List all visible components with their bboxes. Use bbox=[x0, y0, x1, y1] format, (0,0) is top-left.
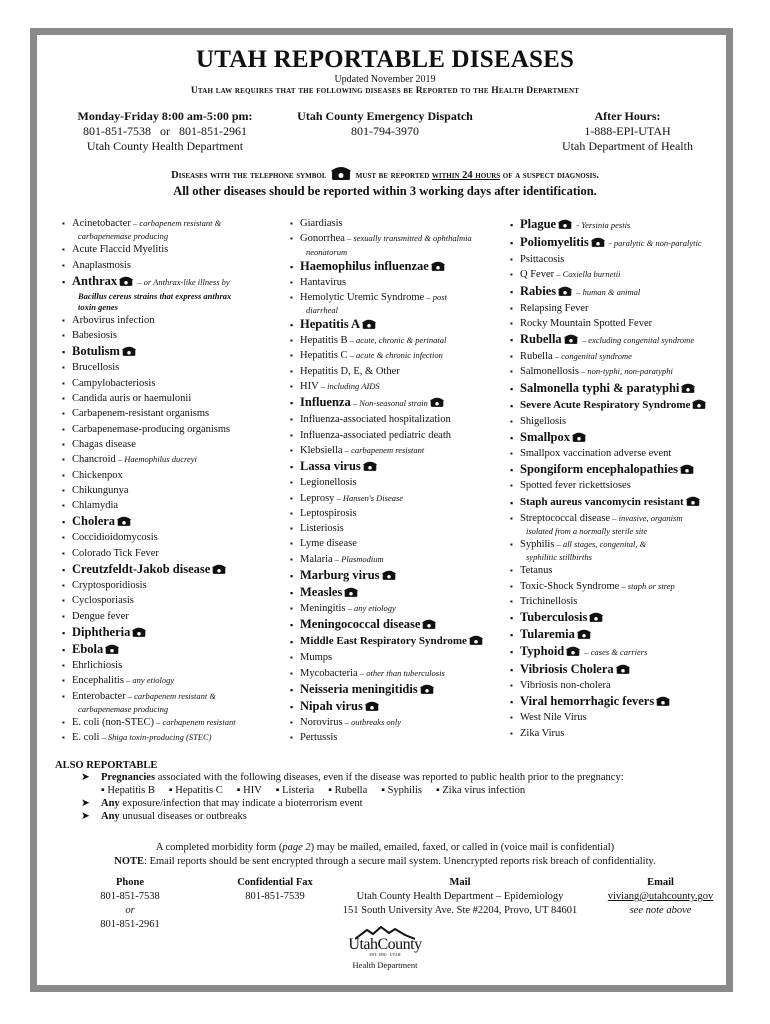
disease-name: Acinetobacter bbox=[72, 218, 131, 229]
disease-item bbox=[290, 258, 505, 275]
disease-note-continued: diarrheal bbox=[306, 305, 338, 316]
contact-email: Email viviang@utahcounty.gov see note above bbox=[598, 876, 723, 918]
disease-item bbox=[290, 428, 505, 443]
disease-note: - Yersinia pestis bbox=[574, 220, 631, 230]
disease-name: Influenza-associated pediatric death bbox=[300, 429, 452, 441]
disease-name: Cryptosporidiosis bbox=[72, 580, 147, 592]
disease-name: Enterobacter bbox=[72, 690, 126, 702]
disease-name: Brucellosis bbox=[72, 362, 120, 374]
disease-item bbox=[62, 561, 287, 578]
disease-note: – carbapenem resistant bbox=[342, 444, 425, 455]
disease-note: – other than tuberculosis bbox=[357, 667, 445, 678]
disease-name: Mycobacteria bbox=[300, 667, 358, 679]
disease-item bbox=[290, 443, 505, 458]
email-link[interactable]: viviang@utahcounty.gov bbox=[607, 891, 714, 902]
disease-note-continued: Bacillus cereus strains that express anthrax bbox=[78, 290, 232, 301]
disease-name: Arbovirus infection bbox=[72, 314, 155, 326]
disease-item bbox=[62, 483, 287, 498]
disease-name: Rabies bbox=[520, 283, 557, 298]
disease-note: – any etiology bbox=[123, 675, 175, 686]
disease-name: Chancroid bbox=[72, 454, 116, 466]
telephone-icon bbox=[589, 612, 603, 622]
disease-item bbox=[62, 715, 287, 730]
disease-item bbox=[510, 349, 730, 364]
disease-name: Typhoid bbox=[520, 644, 565, 659]
contact-phone: Phone 801-851-7538 or 801-851-2961 bbox=[100, 877, 160, 930]
disease-item bbox=[290, 715, 505, 730]
disease-item bbox=[510, 478, 730, 493]
telephone-icon bbox=[212, 564, 226, 574]
disease-name: Listeriosis bbox=[300, 523, 344, 535]
disease-item bbox=[290, 730, 505, 745]
weekday-hours: Monday-Friday 8:00 am-5:00 pm: 801-851-7538 or 801-851-2961 Utah County Health Department bbox=[77, 109, 253, 153]
disease-item bbox=[510, 693, 730, 710]
pregnancy-disease: ▪ HIV bbox=[236, 785, 262, 796]
disease-note-continued: isolated from a normally sterile site bbox=[526, 525, 648, 536]
disease-item bbox=[62, 530, 287, 545]
disease-name: Marburg virus bbox=[300, 568, 380, 583]
disease-name: Psittacosis bbox=[520, 254, 565, 265]
disease-item bbox=[62, 360, 287, 375]
disease-name: Severe Acute Respiratory Syndrome bbox=[520, 398, 691, 411]
disease-note: – or Anthrax-like illness by bbox=[135, 276, 230, 287]
disease-item bbox=[510, 316, 730, 331]
disease-item bbox=[510, 380, 730, 397]
disease-item bbox=[290, 364, 505, 379]
disease-item bbox=[62, 689, 287, 715]
disease-note: – Coxiella burnetii bbox=[554, 269, 621, 280]
disease-name: Smallpox vaccination adverse event bbox=[520, 448, 672, 460]
page-title: UTAH REPORTABLE DISEASES bbox=[195, 46, 575, 73]
after-hours: After Hours: 1-888-EPI-UTAH Utah Department of Health bbox=[562, 109, 693, 153]
disease-item bbox=[290, 633, 505, 650]
disease-name: Campylobacteriosis bbox=[72, 377, 156, 389]
disease-name: Anaplasmosis bbox=[72, 259, 131, 271]
disease-name: Colorado Tick Fever bbox=[72, 547, 159, 559]
disease-item bbox=[510, 234, 730, 252]
disease-name: Tuberculosis bbox=[520, 610, 588, 625]
disease-note: – carbapenem resistant bbox=[153, 716, 236, 727]
disease-item bbox=[290, 567, 505, 584]
telephone-instruction: Diseases with the telephone symbol must be reported within 24 hours of a suspect diagnosis. bbox=[0, 166, 770, 181]
disease-name: Vibriosis Cholera bbox=[520, 662, 614, 677]
disease-item bbox=[62, 376, 287, 391]
disease-item bbox=[62, 452, 287, 467]
disease-name: Middle East Respiratory Syndrome bbox=[300, 635, 467, 648]
contact-mail: Mail Utah County Health Department – Epidemiology 151 South University Ave. Ste #2204, Provo, UT 84601 bbox=[342, 877, 578, 916]
disease-item bbox=[290, 552, 505, 567]
disease-column-2 bbox=[290, 216, 505, 746]
telephone-icon bbox=[132, 627, 146, 637]
telephone-icon bbox=[117, 516, 131, 526]
disease-name: Legionellosis bbox=[300, 477, 357, 489]
telephone-icon bbox=[577, 629, 591, 639]
morbidity-form-note: A completed morbidity form (page 2) may be mailed, emailed, faxed, or called in (voice mail is confidential) NOTE: Email reports should be sent encrypted through a secure mail system. Unencrypted reports risk breach of confidentiality. bbox=[114, 842, 656, 867]
disease-item bbox=[510, 537, 730, 563]
telephone-icon bbox=[564, 334, 578, 344]
disease-name: Mumps bbox=[300, 652, 333, 664]
disease-name: Salmonellosis bbox=[520, 366, 579, 378]
disease-name: Encephalitis bbox=[72, 675, 124, 687]
telephone-icon bbox=[430, 397, 444, 407]
pregnancy-disease-list bbox=[101, 784, 624, 797]
disease-name: Streptococcal disease bbox=[520, 512, 611, 524]
disease-name: Viral hemorrhagic fevers bbox=[520, 694, 655, 709]
disease-note: – Shiga toxin-producing (STEC) bbox=[99, 732, 212, 743]
disease-item bbox=[62, 546, 287, 561]
disease-column-1 bbox=[62, 216, 287, 745]
disease-name: Haemophilus influenzae bbox=[300, 258, 429, 273]
disease-name: Zika Virus bbox=[520, 727, 565, 739]
disease-item bbox=[290, 698, 505, 715]
disease-item bbox=[290, 536, 505, 551]
disease-item bbox=[510, 267, 730, 282]
disease-name: Spongiform encephalopathies bbox=[520, 462, 679, 477]
pregnancy-disease: ▪ Hepatitis B bbox=[101, 785, 155, 796]
telephone-icon bbox=[122, 346, 136, 356]
disease-item bbox=[290, 681, 505, 698]
disease-name: Plague bbox=[520, 217, 557, 231]
telephone-icon bbox=[616, 664, 630, 674]
emergency-dispatch: Utah County Emergency Dispatch 801-794-3970 bbox=[297, 109, 473, 138]
disease-name: Coccidioidomycosis bbox=[72, 532, 158, 544]
disease-name: Dengue fever bbox=[72, 610, 129, 622]
pregnancies-item: ➤ Pregnancies associated with the following diseases, even if the disease was reported to public health prior to the pregnancy: bbox=[81, 772, 624, 783]
pregnancy-disease: ▪ Zika virus infection bbox=[436, 785, 526, 796]
law-statement: Utah law requires that the following diseases be Reported to the Health Department bbox=[190, 86, 580, 96]
disease-note: – acute & chronic infection bbox=[347, 350, 443, 361]
disease-column-3 bbox=[510, 216, 730, 741]
disease-item bbox=[510, 494, 730, 511]
disease-item bbox=[290, 521, 505, 536]
disease-name: Smallpox bbox=[520, 430, 571, 445]
disease-item bbox=[290, 650, 505, 665]
disease-note-continued: carbapenemase producing bbox=[78, 703, 169, 714]
telephone-icon bbox=[681, 383, 695, 393]
disease-name: Anthrax bbox=[72, 273, 118, 288]
disease-name: Relapsing Fever bbox=[520, 302, 589, 314]
disease-note: – carbapenem resistant & bbox=[130, 218, 222, 228]
disease-item bbox=[290, 458, 505, 475]
disease-name: Vibriosis non-cholera bbox=[520, 680, 611, 692]
telephone-icon bbox=[431, 261, 445, 271]
disease-item bbox=[62, 468, 287, 483]
telephone-icon bbox=[558, 286, 572, 296]
telephone-icon bbox=[566, 646, 580, 656]
disease-item bbox=[510, 661, 730, 678]
pregnancy-disease: ▪ Listeria bbox=[275, 785, 315, 796]
disease-name: Shigellosis bbox=[520, 415, 567, 427]
disease-item bbox=[290, 231, 505, 257]
disease-item bbox=[62, 593, 287, 608]
disease-item bbox=[510, 626, 730, 643]
telephone-icon bbox=[420, 684, 434, 694]
disease-note: – including AIDS bbox=[318, 381, 380, 392]
telephone-icon bbox=[572, 432, 586, 442]
disease-name: Q Fever bbox=[520, 269, 555, 281]
disease-item bbox=[290, 333, 505, 348]
telephone-icon bbox=[680, 464, 694, 474]
disease-name: Leptospirosis bbox=[300, 507, 357, 519]
disease-note: – outbreaks only bbox=[342, 716, 402, 727]
disease-note: – congenital syndrome bbox=[552, 351, 632, 362]
disease-item bbox=[510, 301, 730, 316]
disease-item bbox=[62, 422, 287, 437]
outbreaks-item: ➤ Any unusual diseases or outbreaks bbox=[81, 811, 247, 822]
disease-name: Toxic-Shock Syndrome bbox=[520, 580, 620, 592]
pregnancy-disease: ▪ Syphilis bbox=[381, 785, 423, 796]
disease-item bbox=[290, 412, 505, 427]
disease-item bbox=[62, 313, 287, 328]
telephone-icon bbox=[382, 570, 396, 580]
disease-item bbox=[510, 643, 730, 661]
disease-item bbox=[290, 475, 505, 490]
disease-name: Rubella bbox=[520, 332, 562, 347]
other-diseases-instruction: All other diseases should be reported within 3 working days after identification. bbox=[173, 184, 597, 198]
disease-note: – acute, chronic & perinatal bbox=[347, 335, 447, 346]
disease-item bbox=[510, 579, 730, 594]
disease-name: Chlamydia bbox=[72, 500, 119, 512]
disease-note: – carbapenem resistant & bbox=[125, 690, 216, 701]
disease-item bbox=[62, 242, 287, 257]
disease-note: – non-typhi, non-paratyphi bbox=[578, 366, 673, 377]
telephone-icon bbox=[331, 166, 351, 180]
disease-note: – post bbox=[424, 291, 447, 302]
disease-name: Tetanus bbox=[520, 565, 553, 577]
disease-name: West Nile Virus bbox=[520, 712, 587, 724]
disease-name: Rocky Mountain Spotted Fever bbox=[520, 317, 653, 329]
disease-name: Meningitis bbox=[300, 603, 346, 615]
disease-item bbox=[510, 511, 730, 537]
disease-name: E. coli (non-STEC) bbox=[72, 716, 154, 728]
disease-item bbox=[290, 394, 505, 412]
disease-item bbox=[290, 316, 505, 333]
disease-name: Poliomyelitis bbox=[520, 235, 589, 249]
disease-name: Measles bbox=[300, 585, 343, 600]
disease-note-continued: syphilitic stillbirths bbox=[526, 552, 592, 563]
disease-name: Tularemia bbox=[520, 627, 575, 642]
disease-item bbox=[62, 730, 287, 745]
disease-item bbox=[290, 379, 505, 394]
disease-item bbox=[290, 348, 505, 363]
disease-item bbox=[510, 726, 730, 741]
disease-item bbox=[62, 343, 287, 360]
disease-item bbox=[290, 584, 505, 601]
disease-item bbox=[290, 275, 505, 290]
telephone-icon bbox=[105, 644, 119, 654]
disease-note: – all stages, congenital, & bbox=[554, 538, 647, 549]
disease-note: – Hansen's Disease bbox=[334, 492, 404, 503]
disease-name: Pertussis bbox=[300, 732, 338, 744]
disease-item bbox=[510, 678, 730, 693]
disease-name: Diphtheria bbox=[72, 624, 131, 639]
contact-fax: Confidential Fax 801-851-7539 bbox=[237, 877, 313, 902]
disease-name: Salmonella typhi & paratyphi bbox=[520, 380, 680, 395]
disease-item bbox=[510, 331, 730, 349]
disease-item bbox=[510, 216, 730, 234]
disease-name: Candida auris or haemulonii bbox=[72, 393, 192, 405]
bioterrorism-item: ➤ Any exposure/infection that may indicate a bioterrorism event bbox=[81, 798, 363, 809]
disease-name: Gonorrhea bbox=[300, 233, 345, 245]
telephone-icon bbox=[686, 496, 700, 506]
disease-name: HIV bbox=[300, 381, 319, 393]
pregnancy-disease: ▪ Rubella bbox=[328, 785, 368, 796]
disease-name: Hemolytic Uremic Syndrome bbox=[300, 291, 425, 303]
disease-item bbox=[510, 446, 730, 461]
disease-item bbox=[62, 258, 287, 273]
disease-name: Influenza-associated hospitalization bbox=[300, 414, 451, 426]
disease-note-continued: toxin genes bbox=[78, 301, 118, 312]
telephone-icon bbox=[119, 276, 133, 286]
disease-item bbox=[62, 624, 287, 641]
telephone-icon bbox=[422, 619, 436, 629]
disease-item bbox=[510, 609, 730, 626]
disease-item bbox=[510, 397, 730, 414]
disease-note: – Plasmodium bbox=[332, 553, 384, 564]
telephone-icon bbox=[558, 219, 572, 229]
disease-name: Hepatitis B bbox=[300, 335, 348, 347]
disease-name: Hepatitis A bbox=[300, 317, 361, 332]
disease-name: Neisseria meningitidis bbox=[300, 681, 418, 696]
disease-note-continued: neonatorum bbox=[306, 246, 348, 257]
disease-item bbox=[290, 216, 505, 231]
telephone-icon bbox=[362, 319, 376, 329]
disease-name: E. coli bbox=[72, 732, 100, 744]
disease-name: Cyclosporiasis bbox=[72, 595, 134, 607]
disease-name: Cholera bbox=[72, 514, 116, 529]
disease-item bbox=[62, 437, 287, 452]
telephone-icon bbox=[469, 635, 483, 645]
disease-name: Chickenpox bbox=[72, 469, 123, 481]
disease-note: – any etiology bbox=[345, 603, 396, 614]
disease-name: Babesiosis bbox=[72, 330, 117, 342]
disease-name: Trichinellosis bbox=[520, 595, 578, 607]
disease-item bbox=[62, 609, 287, 624]
disease-item bbox=[62, 406, 287, 421]
disease-item bbox=[510, 461, 730, 478]
disease-note: – Non-seasonal strain bbox=[350, 398, 428, 409]
disease-name: Rubella bbox=[520, 351, 553, 363]
disease-item bbox=[62, 578, 287, 593]
disease-name: Spotted fever rickettsioses bbox=[520, 480, 631, 492]
disease-name: Giardiasis bbox=[300, 218, 343, 229]
disease-name: Leprosy bbox=[300, 492, 335, 504]
disease-name: Hepatitis C bbox=[300, 350, 348, 362]
disease-name: Meningococcal disease bbox=[300, 617, 421, 632]
telephone-icon bbox=[344, 587, 358, 597]
disease-item bbox=[62, 328, 287, 343]
disease-name: Hepatitis D, E, & Other bbox=[300, 365, 400, 377]
disease-note: – sexually transmitted & ophthalmia bbox=[344, 233, 472, 244]
telephone-icon bbox=[363, 461, 377, 471]
telephone-icon bbox=[591, 237, 605, 247]
also-reportable: ALSO REPORTABLE ➤ Pregnancies associated with the following diseases, even if the disease was reported to public health prior to the pregnancy: ▪ Hepatitis B ▪ Hepatitis C ▪ HIV ▪ Listeria ▪ Rubella ▪ Syphilis ▪ Zika virus infection ➤ Any exposure/infection that may indicate a bioterrorism event ➤ Any unusual diseases or outbreaks bbox=[55, 760, 624, 822]
telephone-icon bbox=[365, 701, 379, 711]
disease-item bbox=[62, 658, 287, 673]
disease-item bbox=[290, 290, 505, 316]
disease-name: Lassa virus bbox=[300, 459, 361, 474]
disease-item bbox=[510, 414, 730, 429]
disease-item bbox=[510, 364, 730, 379]
disease-name: Chagas disease bbox=[72, 438, 136, 450]
disease-name: Ebola bbox=[72, 641, 104, 656]
disease-item bbox=[510, 283, 730, 301]
disease-item bbox=[510, 429, 730, 446]
disease-name: Ehrlichiosis bbox=[72, 659, 123, 671]
pregnancy-disease: ▪ Hepatitis C bbox=[168, 785, 223, 796]
disease-item bbox=[62, 513, 287, 530]
disease-name: Chikungunya bbox=[72, 484, 129, 496]
disease-name: Syphilis bbox=[520, 538, 555, 550]
disease-name: Staph aureus vancomycin resistant bbox=[520, 495, 684, 508]
disease-name: Botulism bbox=[72, 344, 120, 359]
disease-item bbox=[290, 666, 505, 681]
disease-item bbox=[62, 641, 287, 658]
disease-name: Malaria bbox=[300, 553, 333, 565]
disease-note-continued: carbapenemase producing bbox=[78, 231, 169, 242]
disease-item bbox=[290, 601, 505, 616]
disease-item bbox=[510, 252, 730, 267]
disease-note: – human & animal bbox=[574, 286, 641, 297]
disease-name: Influenza bbox=[300, 395, 351, 410]
disease-item bbox=[62, 391, 287, 406]
disease-item bbox=[510, 594, 730, 609]
disease-name: Nipah virus bbox=[300, 698, 363, 713]
disease-name: Carbapenemase-producing organisms bbox=[72, 423, 231, 435]
disease-item bbox=[62, 216, 287, 242]
disease-item bbox=[62, 273, 287, 313]
disease-note: – cases & carriers bbox=[582, 647, 648, 658]
disease-name: Lyme disease bbox=[300, 538, 357, 550]
disease-item bbox=[290, 491, 505, 506]
disease-item bbox=[510, 563, 730, 578]
disease-name: Acute Flaccid Myelitis bbox=[72, 244, 169, 256]
telephone-icon bbox=[656, 696, 670, 706]
disease-item bbox=[290, 616, 505, 633]
disease-note: – Haemophilus ducreyi bbox=[115, 454, 197, 465]
disease-name: Carbapenem-resistant organisms bbox=[72, 408, 210, 420]
disease-note: – excluding congenital syndrome bbox=[579, 335, 695, 346]
disease-note: - paralytic & non-paralytic bbox=[606, 238, 702, 248]
disease-item bbox=[62, 673, 287, 688]
utah-county-logo: UtahCounty EST. 1850 · UTAH Health Department bbox=[335, 922, 435, 978]
disease-name: Hantavirus bbox=[300, 276, 347, 288]
disease-item bbox=[510, 710, 730, 725]
disease-note: – staph or strep bbox=[619, 580, 675, 591]
updated-date: Updated November 2019 bbox=[334, 74, 436, 85]
disease-item bbox=[290, 506, 505, 521]
disease-item bbox=[62, 498, 287, 513]
mountain-icon bbox=[355, 926, 415, 940]
disease-name: Norovirus bbox=[300, 716, 343, 728]
disease-name: Klebsiella bbox=[300, 444, 343, 456]
disease-name: Creutzfeldt-Jakob disease bbox=[72, 562, 211, 577]
disease-note: – invasive, organism bbox=[610, 512, 683, 523]
telephone-icon bbox=[692, 399, 706, 409]
